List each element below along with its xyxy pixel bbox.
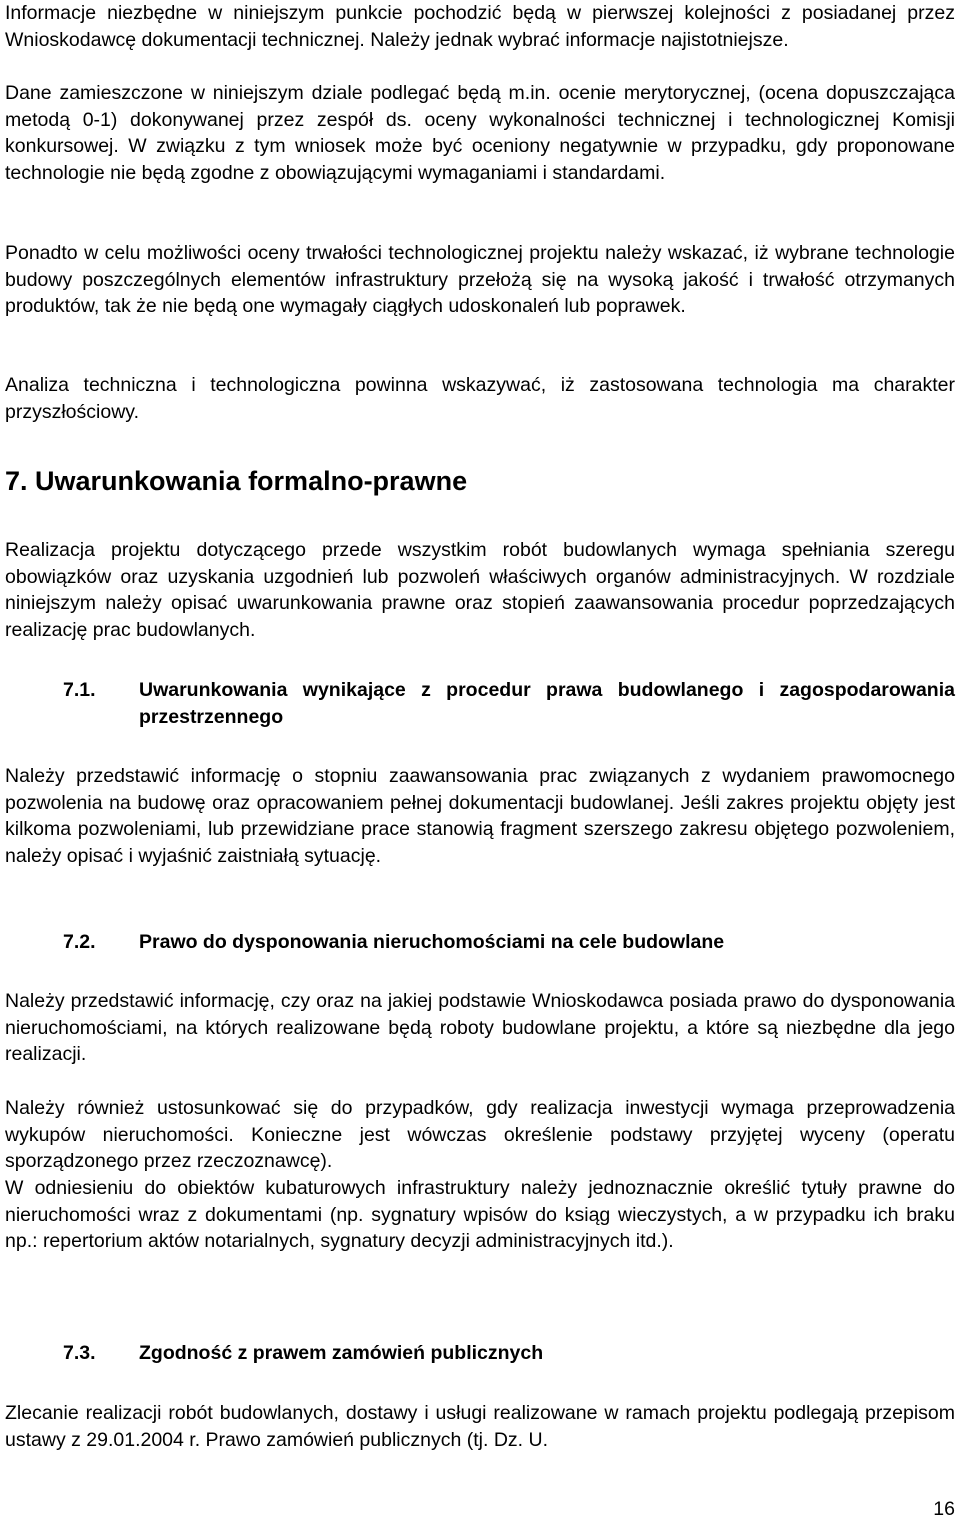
subsection-heading-7-1: Uwarunkowania wynikające z procedur prawa budowlanego i zagospodarowania przestrzennego	[139, 679, 955, 728]
subsection-number-7-1: 7.1.	[63, 679, 96, 701]
paragraph-public-procurement: Zlecanie realizacji robót budowlanych, dostawy i usługi realizowane w ramach projektu podlegają przepisom ustawy z 29.01.2004 r. Prawo zamówień publicznych (tj. Dz. U.	[5, 1402, 955, 1451]
paragraph-technological-durability: Ponadto w celu możliwości oceny trwałości technologicznej projektu należy wskazać, iż wybrane technologie budowy poszczególnych elementów infrastruktury przełożą się na wysoką jakość i trwałość otrzymanych produktów, tak że nie będą one wymagały ciągłych udoskonaleń lub poprawek.	[5, 242, 955, 317]
paragraph-legal-titles: W odniesieniu do obiektów kubaturowych infrastruktury należy jednoznacznie określić tytuły prawne do nieruchomości wraz z dokumentami (np. sygnatury wpisów do ksiąg wieczystych, a w przypadku ich braku np.: repertorium aktów notarialnych, sygnatury decyzji administracyjnych itd.).	[5, 1177, 955, 1252]
subsection-number-7-2: 7.2.	[63, 931, 96, 953]
paragraph-property-purchase: Należy również ustosunkować się do przypadków, gdy realizacja inwestycji wymaga przeprowadzenia wykupów nieruchomości. Konieczne jest wówczas określenie podstawy przyjętej wyceny (operatu sporządzonego przez rzeczoznawcę).	[5, 1097, 955, 1172]
subsection-heading-7-3: Zgodność z prawem zamówień publicznych	[139, 1342, 544, 1364]
paragraph-technical-analysis: Analiza techniczna i technologiczna powinna wskazywać, iż zastosowana technologia ma charakter przyszłościowy.	[5, 374, 955, 423]
paragraph-building-permit: Należy przedstawić informację o stopniu zaawansowania prac związanych z wydaniem prawomocnego pozwolenia na budowę oraz opracowaniem pełnej dokumentacji budowlanej. Jeśli zakres projektu objęty jest kilkoma pozwoleniami, lub przewidziane prace stanowią fragment szerszego zakresu objętego pozwoleniem, należy opisać i wyjaśnić zaistniałą sytuację.	[5, 765, 955, 867]
paragraph-property-rights: Należy przedstawić informację, czy oraz na jakiej podstawie Wnioskodawca posiada prawo do dysponowania nieruchomościami, na których realizowane będą roboty budowlane projektu, a które są niezbędne dla jego realizacji.	[5, 990, 955, 1065]
section-heading-7: 7. Uwarunkowania formalno-prawne	[5, 466, 468, 496]
paragraph-information-sources: Informacje niezbędne w niniejszym punkcie pochodzić będą w pierwszej kolejności z posiadanej przez Wnioskodawcę dokumentacji technicznej. Należy jednak wybrać informacje najistotniejsze.	[5, 2, 955, 51]
subsection-number-7-3: 7.3.	[63, 1342, 96, 1364]
paragraph-merit-evaluation: Dane zamieszczone w niniejszym dziale podlegać będą m.in. ocenie merytorycznej, (ocena dopuszczająca metodą 0-1) dokonywanej przez zespół ds. oceny wykonalności technicznej i technologicznej Komisji konkursowej. W związku z tym wniosek może być oceniony negatywnie w przypadku, gdy proponowane technologie nie będą zgodne z obowiązującymi wymaganiami i standardami.	[5, 82, 955, 184]
subsection-heading-7-2: Prawo do dysponowania nieruchomościami na cele budowlane	[139, 931, 725, 953]
page-number: 16	[933, 1498, 955, 1520]
paragraph-project-realization: Realizacja projektu dotyczącego przede wszystkim robót budowlanych wymaga spełniania szeregu obowiązków oraz uzyskania uzgodnień lub pozwoleń właściwych organów administracyjnych. W rozdziale niniejszym należy opisać uwarunkowania prawne oraz stopień zaawansowania procedur poprzedzających realizację prac budowlanych.	[5, 539, 955, 641]
